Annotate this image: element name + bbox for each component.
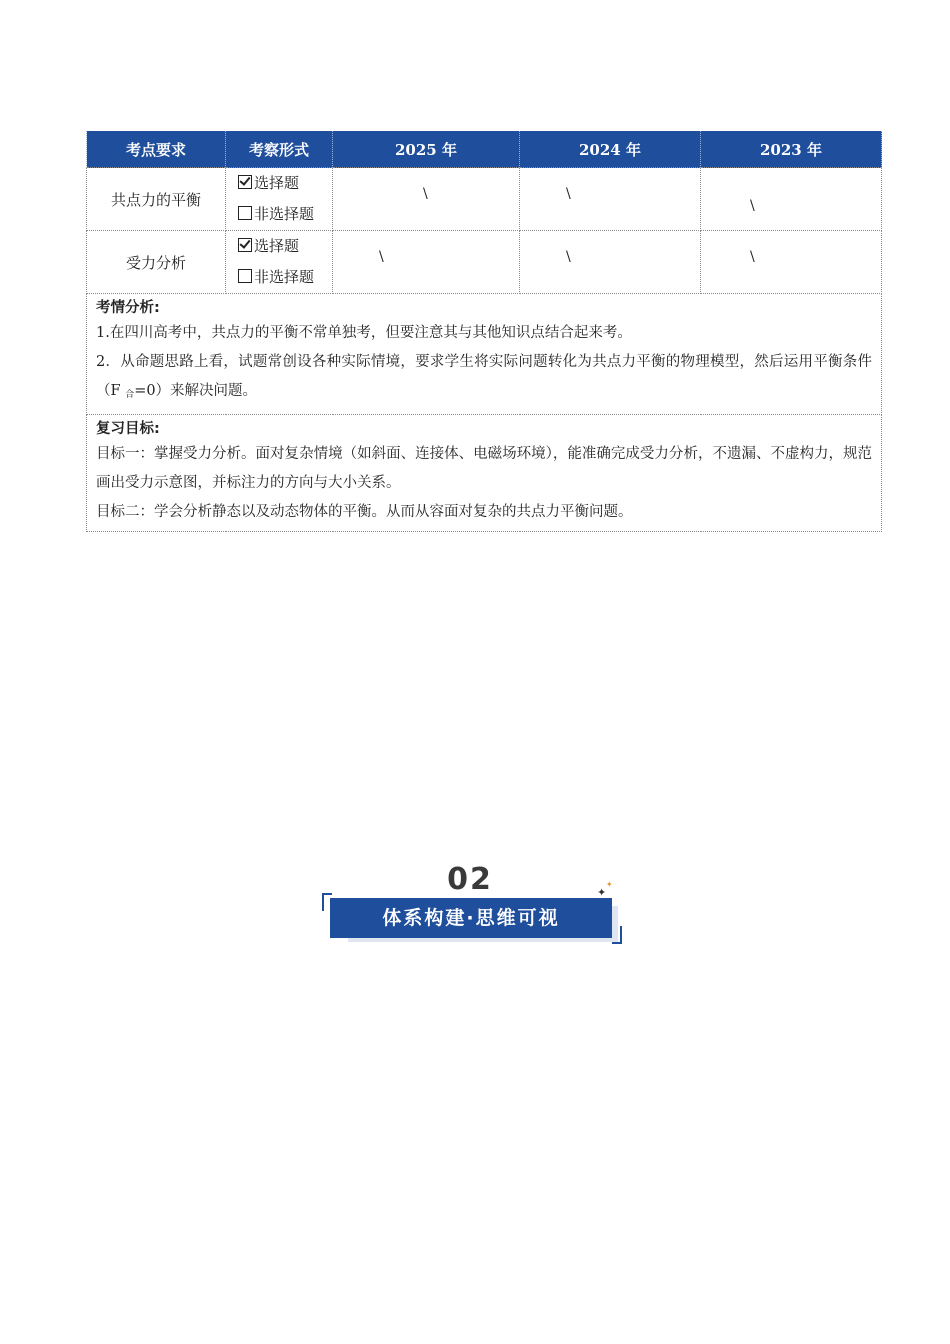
table-row <box>87 168 882 231</box>
form-option-nonchoice[interactable] <box>238 262 332 293</box>
year-2023-cell <box>701 231 882 294</box>
header-2024: 2024 年 <box>520 131 701 168</box>
header-form: 考察形式 <box>226 131 333 168</box>
header-2025: 2025 年 <box>333 131 520 168</box>
year-value: \ <box>379 249 384 265</box>
analysis-title: 考情分析: <box>96 300 160 316</box>
analysis-paragraph-2 <box>96 348 872 410</box>
checked-box-icon <box>238 175 252 189</box>
form-label-nonchoice: 非选择题 <box>254 268 315 286</box>
year-value: \ <box>423 186 428 202</box>
goals-row <box>87 415 882 532</box>
section-banner-title: 体系构建·思维可视 <box>330 898 612 938</box>
analysis-p2-text-end: =0）来解决问题。 <box>134 383 258 399</box>
exam-analysis-table <box>86 131 882 532</box>
analysis-p2-subscript: 合 <box>125 390 135 400</box>
analysis-cell <box>87 294 882 415</box>
form-option-choice[interactable] <box>238 231 332 262</box>
topic-cell: 共点力的平衡 <box>87 168 226 231</box>
analysis-paragraph-1: 1.在四川高考中，共点力的平衡不常单独考，但要注意其与其他知识点结合起来考。 <box>96 325 632 341</box>
header-2023: 2023 年 <box>701 131 882 168</box>
empty-box-icon <box>238 269 252 283</box>
goals-cell <box>87 415 882 532</box>
analysis-row <box>87 294 882 415</box>
checked-box-icon <box>238 238 252 252</box>
goal-2: 目标二：学会分析静态以及动态物体的平衡。从而从容面对复杂的共点力平衡问题。 <box>96 504 633 520</box>
analysis-p2-text: 2．从命题思路上看，试题常创设各种实际情境，要求学生将实际问题转化为共点力平衡的物理模型，然后运用平衡条件（F <box>96 354 872 399</box>
form-option-nonchoice[interactable] <box>238 199 332 230</box>
sparkle-icon: ✦ <box>597 886 607 899</box>
year-2023-cell <box>701 168 882 231</box>
form-label-choice: 选择题 <box>254 237 300 255</box>
section-number: 02 <box>447 862 493 897</box>
sparkle-small-icon: ✦ <box>606 880 613 889</box>
year-2024-cell <box>520 231 701 294</box>
banner-corner-bottom-right <box>612 926 622 944</box>
year-value: \ <box>566 186 571 202</box>
header-requirement: 考点要求 <box>87 131 226 168</box>
topic-cell: 受力分析 <box>87 231 226 294</box>
year-2024-cell <box>520 168 701 231</box>
table-header-row <box>87 131 882 168</box>
year-value: \ <box>750 198 755 214</box>
goals-title: 复习目标: <box>96 421 160 437</box>
form-option-choice[interactable] <box>238 168 332 199</box>
form-cell <box>226 168 333 231</box>
form-label-choice: 选择题 <box>254 174 300 192</box>
year-value: \ <box>566 249 571 265</box>
year-value: \ <box>750 249 755 265</box>
goal-1: 目标一：掌握受力分析。面对复杂情境（如斜面、连接体、电磁场环境），能准确完成受力分析，不遗漏、不虚构力，规范画出受力示意图，并标注力的方向与大小关系。 <box>96 446 872 491</box>
year-2025-cell <box>333 231 520 294</box>
form-label-nonchoice: 非选择题 <box>254 205 315 223</box>
form-cell <box>226 231 333 294</box>
table-row <box>87 231 882 294</box>
year-2025-cell <box>333 168 520 231</box>
empty-box-icon <box>238 206 252 220</box>
